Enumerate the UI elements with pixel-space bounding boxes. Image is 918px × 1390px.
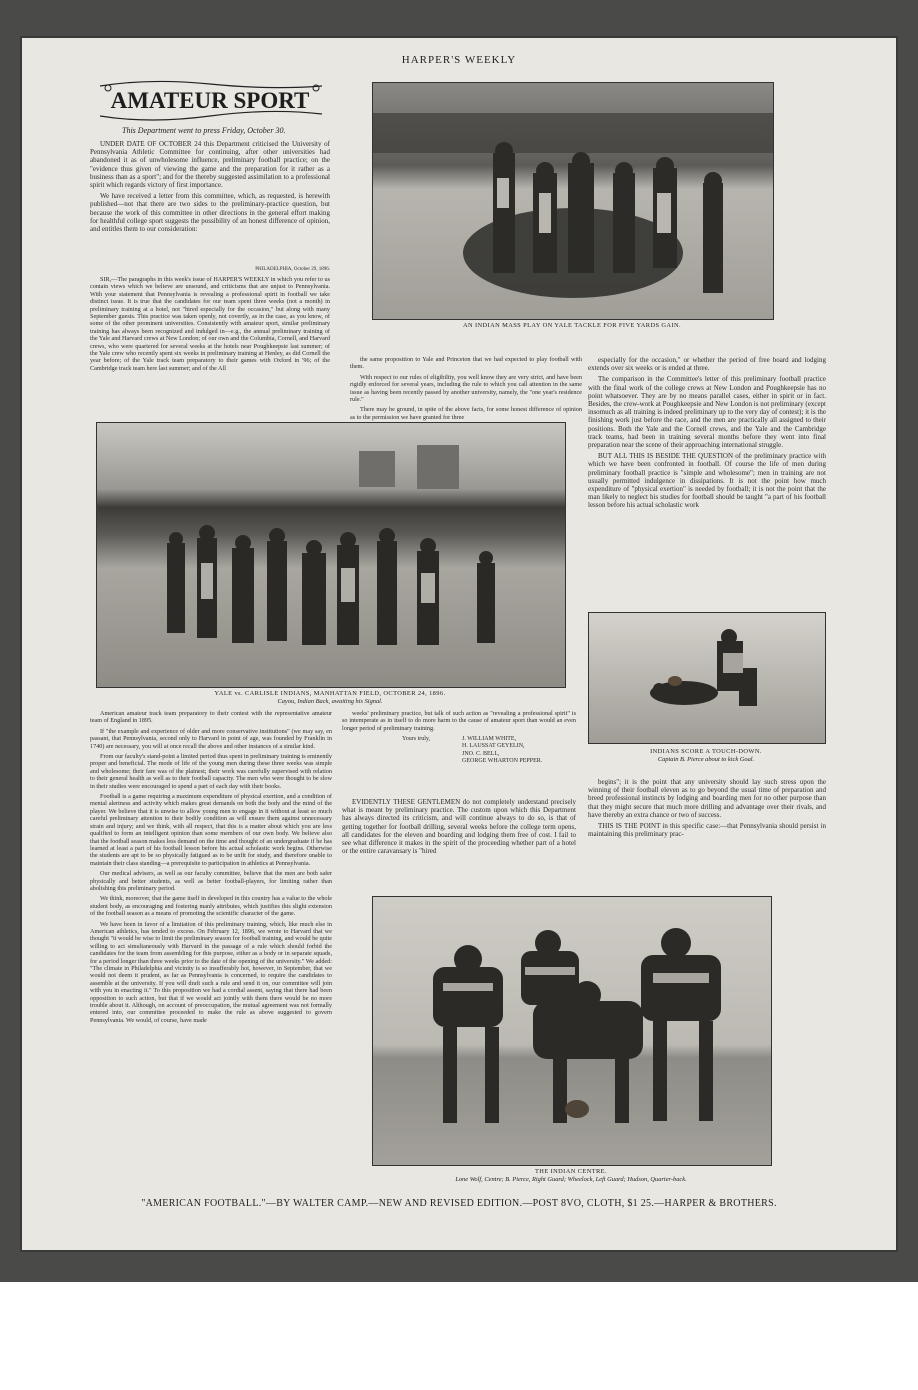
fig3-subtitle: Captain B. Pierce about to kick Goal. bbox=[657, 756, 755, 763]
masthead: HARPER'S WEEKLY bbox=[401, 54, 517, 66]
photo-mass-play bbox=[372, 82, 774, 320]
department-note: This Department went to press Friday, October 30. bbox=[122, 126, 286, 135]
col1-bottom-paragraph: Football is a game requiring a maximum expenditure of physical exertion, and a condition of mental alertness and activity which makes great demands on both the body and the mind of the player. We believe that it is unwise to allow young men to engage in it without at least so much careful preliminary attention to their bodily condition as will ensure them against unnecessary strain and injury; and we think, with all respect, that this is a matter about which you are less qualified to form an intelligent opinion than some members of our own body. We believe also that the football season makes less demand on the time and thought of an undergraduate if he has learned at least a part of his football lesson before his actual scholastic work begins. Otherwise the students are apt to be so physically fatigued as to be unfit for study, and therefore unable to maintain their class standing—a prerequisite to participation in athletics at Pennsylvania. bbox=[90, 793, 332, 867]
col2-bottom-text bbox=[342, 798, 576, 882]
col2-top-paragraph: the same proposition to Yale and Princeton that we had expected to play football with them. bbox=[350, 356, 582, 371]
yours-truly: Yours truly, bbox=[402, 736, 431, 742]
photo-yale-vs-carlisle bbox=[96, 422, 566, 688]
fig1-title: AN INDIAN MASS PLAY ON YALE TACKLE FOR FIVE YARDS GAIN. bbox=[462, 322, 681, 329]
section-title: AMATEUR SPORT bbox=[110, 88, 310, 113]
fig4-title: THE INDIAN CENTRE. bbox=[535, 1168, 607, 1175]
fig2-caption bbox=[96, 690, 564, 706]
intro-paragraph: We have received a letter from this committee, which, as requested, is herewith published—not that there are two sides to the preliminary-practice question, but because the work of this committee in other directions in the general effort making for healthful college sport suggests the possibility of an honest difference of opinion, and entitles them to our consideration: bbox=[90, 192, 330, 234]
white-footer-strip bbox=[0, 1282, 918, 1390]
letter-text-col1 bbox=[90, 276, 330, 404]
col3-top-paragraph: especially for the occasion," or whether the period of free board and lodging extends over six weeks or is ended at three. bbox=[588, 356, 826, 373]
col2-bottom-lead-paragraph: weeks' preliminary practice, but talk of such action as "revealing a professional spirit" is so intemperate as in itself to do more harm to the cause of amateur sport than would an even longer period of preliminary training. bbox=[342, 710, 576, 732]
col1-bottom-text bbox=[90, 710, 332, 1180]
fig4-subtitle: Lone Wolf, Centre; B. Pierce, Right Guard; Wheelock, Left Guard; Hudson, Quarter-back. bbox=[455, 1176, 687, 1183]
col1-bottom-paragraph: We have been in favor of a limitation of this preliminary training, which, like much else in American athletics, has tended to excess. On February 12, 1896, we wrote to Harvard that we thought "it would be wise to limit the preliminary season for football training, and would be quite willing to act simultaneously with Harvard in the passage of a rule which should forbid the candidates for the team from assembling for this purpose, either as a body or in separate squads, for a period longer than three weeks prior to the date of the opening of the university." We added: "The climate in Philadelphia and vicinity is so insufferably hot, however, in September, that we would not deem it prudent, as far as Pennsylvania is concerned, to require the candidates to assemble at the university. If you will draft such a rule and send it on, our committee will join with you in enacting it." To this proposition we had a cordial assent, saying that there had been opposition to such action, but that if we would act jointly with them there would be no more trouble about it. Although, on account of preoccupation, the mutual agreement was not formally entered into, our committee proceeded to make the rule as above suggested to govern Pennsylvania. We would, of course, have made bbox=[90, 920, 332, 1024]
col3-bottom-text bbox=[588, 778, 826, 886]
section-title-logo bbox=[90, 78, 330, 122]
photo-touchdown bbox=[588, 612, 826, 744]
fig3-caption bbox=[588, 748, 824, 764]
fig4-caption bbox=[372, 1168, 770, 1184]
signatory: GEORGE WHARTON PEPPER. bbox=[462, 758, 543, 765]
fig2-title: YALE vs. CARLISLE INDIANS, MANHATTAN FIELD, OCTOBER 24, 1896. bbox=[214, 690, 446, 697]
col1-bottom-paragraph: If "the example and experience of older and more conservative institutions" (we may say, en passant, that Pennsylvania, second only to Harvard in point of age, was founded by Franklin in 1740) are necessary, you will at once recall the above and other instances of a similar kind. bbox=[90, 727, 332, 750]
col1-bottom-paragraph: We think, moreover, that the game itself in developed in this country has a value to the whole student body, as encouraging and fostering manly attributes, which justifies this slight extension of the football season as a means of promoting the scientific character of the game. bbox=[90, 895, 332, 918]
photo-indian-centre bbox=[372, 896, 772, 1166]
book-advertisement: "AMERICAN FOOTBALL."—BY WALTER CAMP.—NEW AND REVISED EDITION.—POST 8VO, CLOTH, $1 25.—HARPER & BROTHERS. bbox=[141, 1198, 777, 1209]
signatory: JNO. C. BELL, bbox=[462, 750, 500, 757]
fig1-caption bbox=[372, 322, 772, 330]
fig3-title: INDIANS SCORE A TOUCH-DOWN. bbox=[650, 748, 762, 755]
col3-top-text bbox=[588, 356, 826, 598]
col1-bottom-paragraph: American amateur track team preparatory to their contest with the representative amateur team of England in 1895. bbox=[90, 710, 332, 725]
intro-paragraph: UNDER DATE OF OCTOBER 24 this Department criticised the University of Pennsylvania Athletic Committee for continuing, after other universities had abandoned it as of unwholesome influence, preliminary football practice; on the "evidence thus given of viewing the game and the preparation for it rather as a business than as a sport"; and for the thereby suggested assimilation to a professional spirit which regards victory of first importance. bbox=[90, 140, 330, 190]
col1-bottom-paragraph: Our medical advisers, as well as our faculty committee, believe that the men are both safer physically and better students, as well as better football-players, for limiting rather than abolishing this preliminary period. bbox=[90, 870, 332, 892]
intro-text bbox=[90, 140, 330, 264]
fig2-subtitle: Cayou, Indian Back, awaiting his Signal. bbox=[277, 698, 383, 705]
col2-top-paragraph: There may be ground, in spite of the above facts, for some honest difference of opinion as to the permission we have granted for three bbox=[350, 406, 582, 421]
col3-top-paragraph: The comparison in the Committee's letter of this preliminary football practice with the final work of the college crews at New London and Poughkeepsie has no point whatsoever. They are by no means parallel cases, either in spirit or in fact. Besides, the crew-work at Poughkeepsie and New London is not preliminary (except insomuch as all training is indeed preliminary up to the very day of contest); it is the finishing work just before the race, and the men are practically all assigned to their positions. Both the Yale and the Cornell crews, and the Yale and the Cambridge track teams, had been in training several months before they went into final preparation near the scene of their approaching international struggle. bbox=[588, 375, 826, 450]
letter-paragraph: SIR,—The paragraphs in this week's issue of HARPER'S WEEKLY in which you refer to us contain views which we believe are unsound, and criticisms that are unjust to Pennsylvania. With your statement that Pennsylvania is revealing a professional spirit in football we take distinct issue. It is true that the candidates for our team spent three weeks (not a month) in preliminary training at a hotel, not "hired especially for the occasion," but along with many September guests. This practice was taken openly, not covertly, as in the case, as you know, of some of the other prominent universities. Consistently with amateur sport, similar preliminary training has always been recognized and indulged in—e.g., the annual preliminary training of the Yale and Harvard crews at New London; of our own and the Columbia, Cornell, and Harvard crews, who were quartered for several weeks at the hotels near Poughkeepsie last summer; of the Yale crew who recently spent six weeks in preliminary training at Henley, as did Cornell the year before; of the Yale track team preparatory to their games with Oxford in '96; of the Cambridge track team here last summer; and of the All bbox=[90, 276, 330, 372]
col3-bottom-paragraph: begins"; it is the point that any university should lay such stress upon the winning of their football eleven as to go beyond the usual time of preparation and breed professional instincts by lodging and boarding men for no other purpose than that they might secure that much more drilling and advantage over their rivals, and have thereby an extra chance or two of success. bbox=[588, 778, 826, 819]
col2-bottom-paragraph: EVIDENTLY THESE GENTLEMEN do not completely understand precisely what is meant by preliminary practice. The custom upon which this Department has always directed its criticism, and will continue always to do so, is that of getting together for football drilling, several weeks before the college term opens, all candidates for the eleven and boarding and lodging them free of cost. I fail to see what difference it makes in the spirit of the proceeding whether part of a hotel or the entire caravansary is "hired bbox=[342, 798, 576, 856]
signatory: H. LAUSSAT GEYELIN, bbox=[462, 743, 525, 750]
signatories bbox=[462, 736, 572, 766]
col3-bottom-paragraph: THIS IS THE POINT in this specific case:—that Pennsylvania should persist in maintaining this preliminary prac- bbox=[588, 822, 826, 839]
newspaper-page bbox=[22, 38, 896, 1250]
col2-top-paragraph: With respect to our rules of eligibility, you well know they are very strict, and have been rigidly enforced for several years, including the rule to which you call attention in the same issue as having been recently passed by another university, namely, the "one year's residence rule." bbox=[350, 373, 582, 404]
letter-dateline: PHILADELPHIA, October 29, 1896. bbox=[255, 267, 330, 272]
col1-bottom-paragraph: From our faculty's stand-point a limited period thus spent in preliminary training is eminently proper and beneficial. The mode of life of the young men during these three weeks was simple and wholesome; their fare was of the plainest; their work was carefully supervised with relation to their general health as well as to their football capacity. The men who were thought to be slow in their studies were encouraged to spend a part of each day with their books. bbox=[90, 753, 332, 790]
col3-top-paragraph: BUT ALL THIS IS BESIDE THE QUESTION of the preliminary practice with which we have been confronted in football. Of course the life of men during preliminary football practice is "simple and wholesome"; men in training are not usually permitted indulgence in dissipations. It is not the point how much expenditure of "physical exertion" is needed by football; it is not the point that the man likely to neglect his studies for football should be taught "a part of his football lesson before his actual scholastic work bbox=[588, 452, 826, 510]
signatory: J. WILLIAM WHITE, bbox=[462, 736, 517, 742]
